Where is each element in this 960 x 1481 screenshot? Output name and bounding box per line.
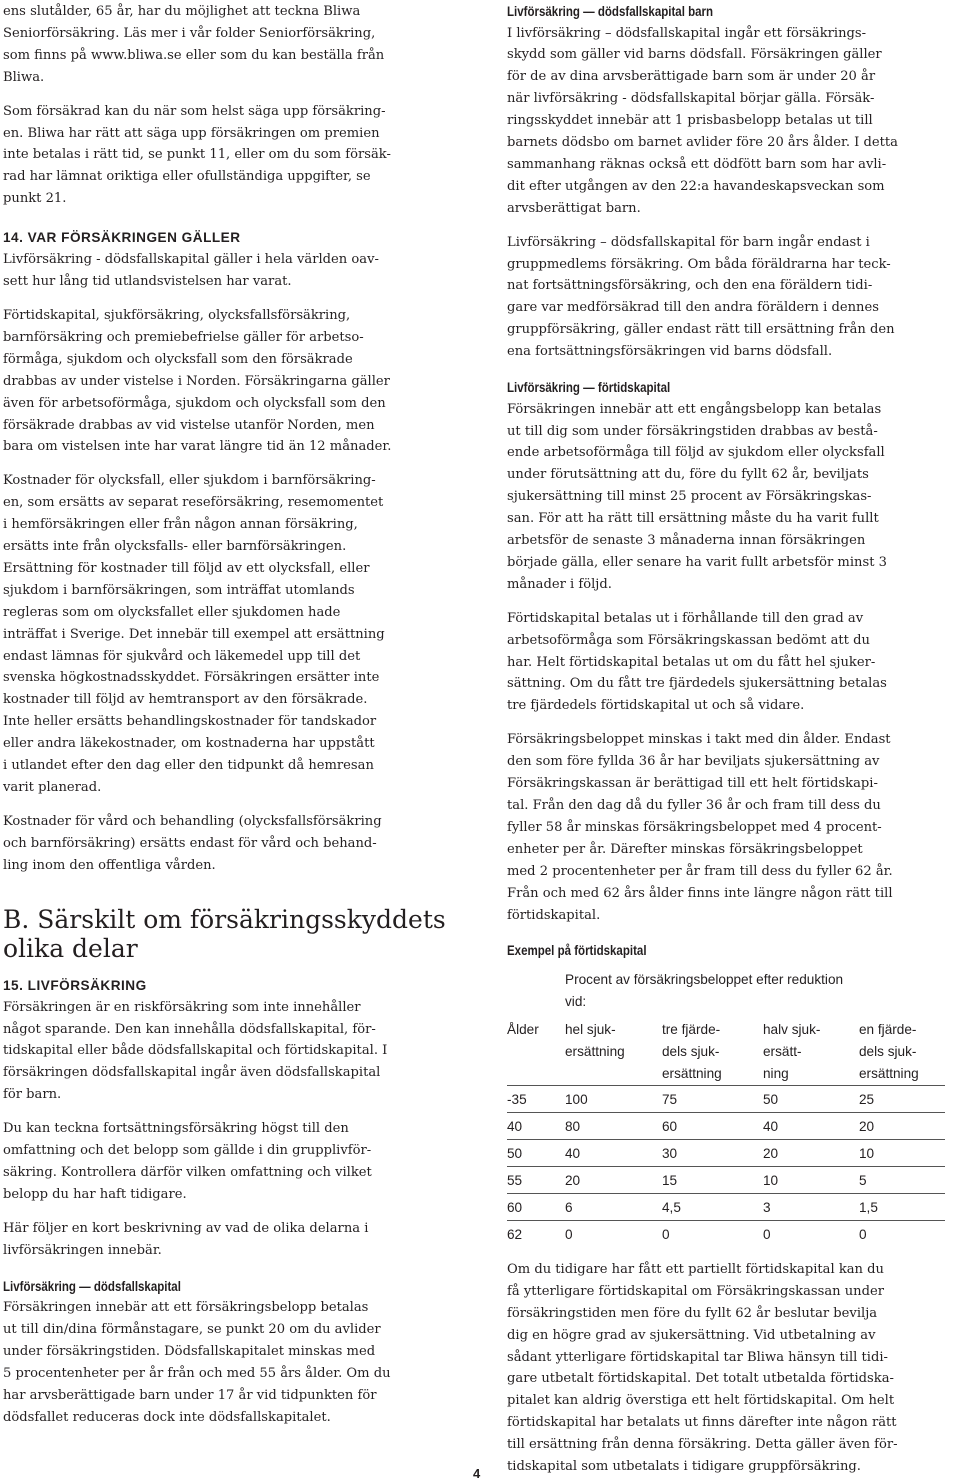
table-cell: 60 (507, 1193, 565, 1220)
table-cell: 100 (565, 1085, 662, 1112)
table-cell: 20 (565, 1166, 662, 1193)
table-row (507, 1193, 945, 1220)
section-15-paragraph-2: Du kan teckna fortsättningsförsäkring högst till den omfattning och det belopp som gällde i din grupplivför- säkring. Kontrollera därför vilken omfattning och vilket belopp du har haft tidigare. (3, 1121, 372, 1202)
table-cell: 0 (763, 1220, 859, 1247)
table-row (507, 1166, 945, 1193)
table-cell: 40 (507, 1112, 565, 1139)
table-cell: 5 (859, 1166, 945, 1193)
dodsfallskapital-paragraph: Försäkringen innebär att ett försäkringsbelopp betalas ut till din/dina förmånstagare, se punkt 20 om du avlider under försäkringstiden. Dödsfallskapitalet minskas med 5 procentenheter per år från och med 55 års ålder. Om du har arvsberättigade barn under 17 år vid tidpunkten för dödsfallet reduceras dock inte dödsfallskapitalet. (3, 1300, 391, 1425)
table-cell: 40 (763, 1112, 859, 1139)
col-header-enfjardedels: en fjärde- dels sjuk- ersättning (859, 1021, 919, 1081)
table-cell: 75 (662, 1085, 763, 1112)
table-cell: 62 (507, 1220, 565, 1247)
table-cell: 50 (763, 1085, 859, 1112)
table-cell: 55 (507, 1166, 565, 1193)
table-row (507, 1112, 945, 1139)
table-cell: 40 (565, 1139, 662, 1166)
fortidskapital-heading: Livförsäkring — förtidskapital (507, 380, 671, 396)
dodsfallskapital-barn-paragraph-1: I livförsäkring – dödsfallskapital ingår ett försäkrings- skydd som gäller vid barns dödsfall. Försäkringen gäller för de av dina arvsberättigade barn som är under 20 år när livförsäkring - dödsfallskapital börjar gälla. Försäk- ringsskyddet innebär att 1 prisbasbelopp betalas ut till barnets dödsbo om barnet avlider före 20 års ålder. I detta sammanhang räknas också ett dödfött barn som har avli- dit efter utgången av den 22:a havandeskapsveckan som arvsberättigat barn. (507, 25, 898, 216)
table-cell: 4,5 (662, 1193, 763, 1220)
table-row (507, 1220, 945, 1247)
table-cell: 1,5 (859, 1193, 945, 1220)
section-14-paragraph-2: Förtidskapital, sjukförsäkring, olycksfallsförsäkring, barnförsäkring och premiebefrielse gäller för arbetso- förmåga, sjukdom och olycksfall som den försäkrade drabbas av under vistelse i Norden. Försäkringarna gäller även för arbetsoförmåga, sjukdom och olycksfall som den försäkrade drabbas av vid vistelse utanför Norden, men bara om vistelsen inte har varat längre tid än 12 månader. (3, 307, 392, 455)
right-column (507, 0, 957, 1478)
fortidskapital-paragraph-2: Förtidskapital betalas ut i förhållande till den grad av arbetsoförmåga som Försäkringskassan bedömt att du har. Helt förtidskapital betalas ut om du fått hel sjuker- sättning. Om du fått tre fjärdedels sjukersättning betalas tre fjärdedels förtidskapital ut och så vidare. (507, 610, 887, 714)
table-cell: 80 (565, 1112, 662, 1139)
table-cell: 3 (763, 1193, 859, 1220)
section-15-paragraph-1: Försäkringen är en riskförsäkring som inte innehåller något sparande. Den kan innehålla dödsfallskapital, för- tidskapital eller både dödsfallskapital och förtidskapital. I försäkringen dödsfallskapital ingår även dödsfallskapital för barn. (3, 999, 388, 1103)
section-14-heading: 14. VAR FÖRSÄKRINGEN GÄLLER (3, 230, 241, 246)
fortidskapital-paragraph-1: Försäkringen innebär att ett engångsbelopp kan betalas ut till dig som under försäkringstiden drabbas av bestå- ende arbetsoförmåga till följd av sjukdom eller olycksfall under förutsättning att du, före du fyllt 62 år, beviljats sjukersättning till minst 25 procent av Försäkringskas- san. För att ha rätt till ersättning måste du ha varit fullt arbetsför de senaste 3 månaderna innan försäkringen började gälla, eller senare ha varit fullt arbetsför minst 3 månader i följd. (507, 401, 887, 592)
table-cell: 25 (859, 1085, 945, 1112)
table-row (507, 1085, 945, 1112)
intro-paragraph-1: ens slutålder, 65 år, har du möjlighet att teckna Bliwa Seniorförsäkring. Läs mer i vår folder Seniorförsäkring, som finns på www.bliwa.se eller som du kan beställa från Bliwa. (3, 4, 385, 85)
table-cell: 10 (763, 1166, 859, 1193)
dodsfallskapital-barn-paragraph-2: Livförsäkring – dödsfallskapital för barn ingår endast i gruppmedlems försäkring. Om båda föräldrarna har teck- nat fortsättningsförsäkring, och den ena föräldern tidi- gare var medförsäkrad till den andra föräldern i dennes gruppförsäkring, gäller endast rätt till ersättning från den ena fortsättningsförsäkringen vid barns dödsfall. (507, 234, 895, 360)
section-14-paragraph-1: Livförsäkring - dödsfallskapital gäller i hela världen oav- sett hur lång tid utlandsvistelsen har varat. (3, 252, 379, 290)
dodsfallskapital-barn-heading: Livförsäkring — dödsfallskapital barn (507, 4, 714, 19)
fortidskapital-paragraph-3: Försäkringsbeloppet minskas i takt med din ålder. Endast den som före fyllda 36 år har beviljats sjukersättning av Försäkringskassan är berättigad till ett helt förtidskapi- tal. Från den dag då du fyller 36 år och fram till dess du fyller 58 år minskas försäkringsbeloppet med 4 procent- enheter per år. Därefter minskas försäkringsbeloppet med 2 procentenheter per år fram till dess du fyller 62 år. Från och med 62 års ålder finns inte längre någon rätt till förtidskapital. (507, 732, 893, 923)
example-heading: Exempel på förtidskapital (507, 943, 647, 959)
section-15-heading: 15. LIVFÖRSÄKRING (3, 977, 147, 993)
table-cell: 60 (662, 1112, 763, 1139)
section-14-paragraph-3: Kostnader för olycksfall, eller sjukdom i barnförsäkring- en, som ersätts av separat reseförsäkring, resemomentet i hemförsäkringen eller från någon annan försäkring, ersätts inte från olycksfalls- eller barnförsäkringen. Ersättning för kostnader till följd av ett olycksfall, eller sjukdom i barnförsäkringen, som inträffat utomlands regleras som om olycksfallet eller sjukdomen hade inträffat i Sverige. Det innebär till exempel att ersättning endast lämnas för sjukvård och läkemedel upp till det svenska högkostnadsskyddet. Försäkringen ersätter inte kostnader till följd av hemtransport av den försäkrade. Inte heller ersätts behandlingskostnader för tandskador eller andra läkekostnader, om kostnaderna har uppstått i utlandet efter den dag eller den tidpunkt då hemresan varit planerad. (3, 473, 385, 795)
table-cell: 10 (859, 1139, 945, 1166)
table-cell: -35 (507, 1085, 565, 1112)
left-column (3, 0, 453, 1429)
col-header-trefjardedels: tre fjärde- dels sjuk- ersättning (662, 1021, 722, 1081)
table-cell: 0 (662, 1220, 763, 1247)
table-cell: 15 (662, 1166, 763, 1193)
col-header-hel: hel sjuk- ersättning (565, 1021, 625, 1059)
table-row (507, 1139, 945, 1166)
section-b-heading: B. Särskilt om försäkringsskyddets olika delar (3, 904, 446, 963)
page-number: 4 (473, 1466, 481, 1481)
table-cell: 30 (662, 1139, 763, 1166)
col-header-halv: halv sjuk- ersätt- ning (763, 1021, 821, 1081)
section-14-paragraph-4: Kostnader för vård och behandling (olycksfallsförsäkring och barnförsäkring) ersätts endast för vård och behand- ling inom den offentliga vården. (3, 813, 382, 873)
section-15-paragraph-3: Här följer en kort beskrivning av vad de olika delarna i livförsäkringen innebär. (3, 1220, 369, 1258)
intro-paragraph-2: Som försäkrad kan du när som helst säga upp försäkring- en. Bliwa har rätt att säga upp försäkringen om premien inte betalas i rätt tid, se punkt 11, eller om du som försäk- rad har lämnat oriktiga eller ofullständiga uppgifter, se punkt 21. (3, 103, 391, 207)
example-table (507, 969, 945, 1247)
table-cell: 20 (763, 1139, 859, 1166)
table-cell: 0 (859, 1220, 945, 1247)
table-cell: 20 (859, 1112, 945, 1139)
table-cell: 0 (565, 1220, 662, 1247)
table-cell: 50 (507, 1139, 565, 1166)
fortidskapital-paragraph-4: Om du tidigare har fått ett partiellt förtidskapital kan du få ytterligare förtidskapital om Försäkringskassan under försäkringstiden men före du fyllt 62 år beslutar bevilja dig en högre grad av sjukersättning. Vid utbetalning av sådant ytterligare förtidskapital tar Bliwa hänsyn till tidi- gare utbetalt förtidskapital. Det totalt utbetalda förtidska- pitalet kan aldrig överstiga ett helt förtidskapital. Om helt förtidskapital har betalats ut finns därefter inte någon rätt till ersättning från denna försäkring. Detta gäller även för- tidskapital som utbetalats i tidigare gruppförsäkring. (507, 1261, 898, 1475)
table-cell: 6 (565, 1193, 662, 1220)
dodsfallskapital-heading: Livförsäkring — dödsfallskapital (3, 1278, 181, 1294)
age-header: Ålder (507, 1021, 539, 1037)
table-caption: Procent av försäkringsbeloppet efter reduktion vid: (565, 971, 844, 1009)
